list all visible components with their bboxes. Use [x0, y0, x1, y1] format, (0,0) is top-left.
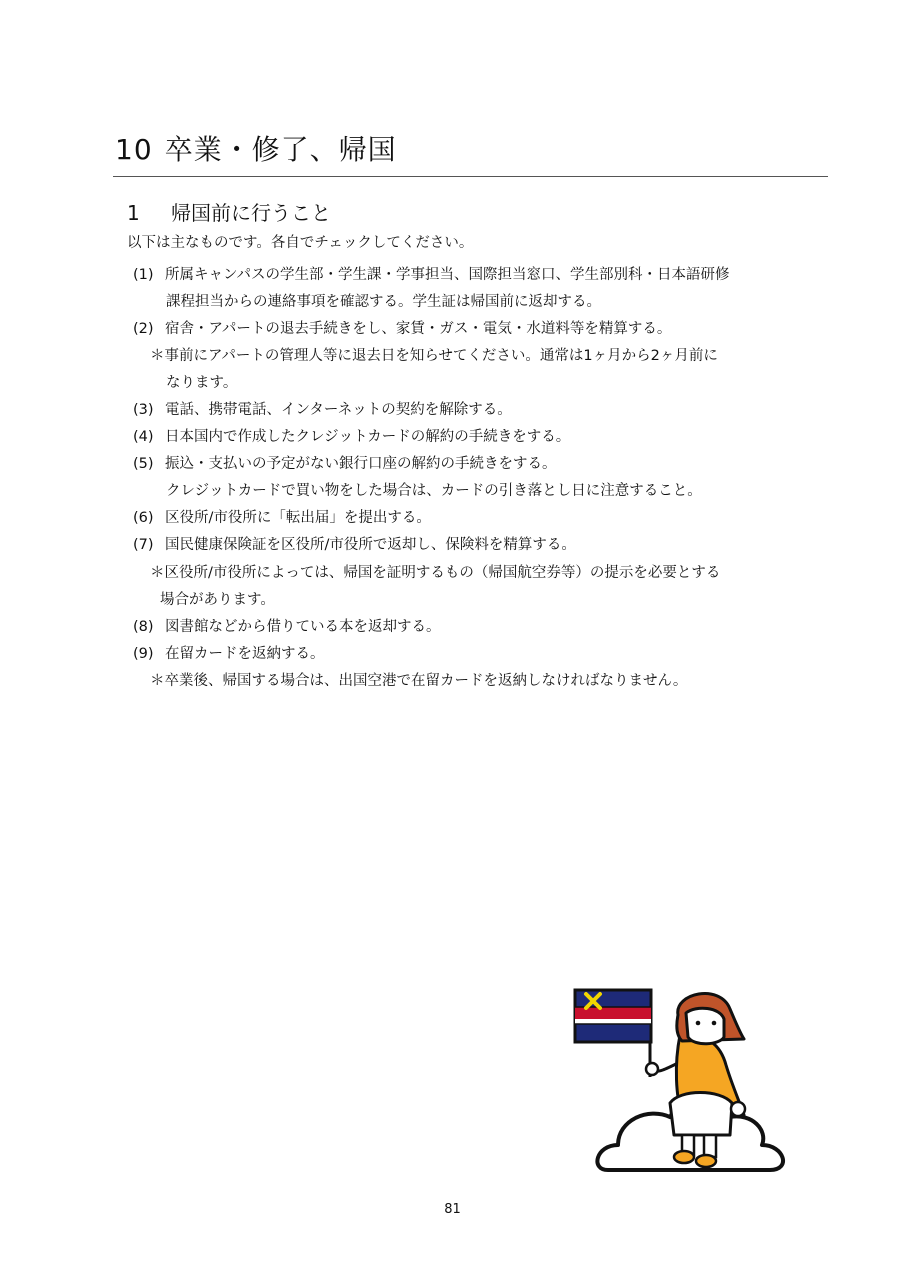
list-item-7 — [133, 533, 576, 557]
flag-icon — [575, 990, 651, 1042]
list-item-9 — [133, 642, 325, 666]
list-item-1 — [133, 263, 729, 287]
section-heading — [127, 198, 331, 228]
page-number: 81 — [444, 1202, 461, 1217]
item-number: (4) — [133, 429, 154, 445]
list-item-5 — [133, 452, 557, 476]
list-item-4 — [133, 425, 570, 449]
face-shape — [686, 1008, 724, 1044]
item-text: 振込・支払いの予定がない銀行口座の解約の手続きをする。 — [165, 456, 557, 472]
chapter-title-text: 卒業・修了、帰国 — [164, 133, 397, 166]
title-underline — [113, 176, 828, 177]
item-number: (2) — [133, 321, 154, 337]
item-number: (5) — [133, 456, 154, 472]
item-2-note: ＊事前にアパートの管理人等に退去日を知らせてください。通常は1ヶ月から2ヶ月前に — [150, 348, 718, 364]
section-title: 帰国前に行うこと — [171, 201, 331, 225]
chapter-number: 10 — [115, 133, 153, 166]
item-2-note-continuation: なります。 — [166, 375, 238, 391]
item-number: (3) — [133, 402, 154, 418]
intro-text: 以下は主なものです。各自でチェックしてください。 — [127, 235, 474, 251]
item-text: 宿舎・アパートの退去手続きをし、家賃・ガス・電気・水道料等を精算する。 — [165, 321, 672, 337]
item-text: 電話、携帯電話、インターネットの契約を解除する。 — [165, 402, 512, 418]
item-text: 日本国内で作成したクレジットカードの解約の手続きをする。 — [165, 429, 571, 445]
list-item-3 — [133, 398, 512, 422]
item-number: (7) — [133, 537, 154, 553]
chapter-title — [115, 130, 397, 170]
item-text: 所属キャンパスの学生部・学生課・学事担当、国際担当窓口、学生部別科・日本語研修 — [165, 267, 730, 283]
item-1-continuation: 課程担当からの連絡事項を確認する。学生証は帰国前に返却する。 — [166, 294, 601, 310]
item-9-note: ＊卒業後、帰国する場合は、出国空港で在留カードを返納しなければなりません。 — [150, 673, 688, 689]
item-number: (8) — [133, 619, 154, 635]
item-number: (1) — [133, 267, 154, 283]
section-number: 1 — [127, 201, 140, 225]
item-number: (6) — [133, 510, 154, 526]
person-with-flag-illustration — [570, 985, 800, 1180]
item-text: 図書館などから借りている本を返却する。 — [165, 619, 441, 635]
list-item-6 — [133, 506, 431, 530]
item-number: (9) — [133, 646, 154, 662]
item-5-continuation: クレジットカードで買い物をした場合は、カードの引き落とし日に注意すること。 — [166, 483, 702, 499]
list-item-8 — [133, 615, 441, 639]
item-text: 国民健康保険証を区役所/市役所で返却し、保険料を精算する。 — [165, 537, 576, 553]
list-item-2 — [133, 317, 671, 341]
item-7-note: ＊区役所/市役所によっては、帰国を証明するもの（帰国航空券等）の提示を必要とする — [150, 565, 721, 581]
item-text: 在留カードを返納する。 — [165, 646, 325, 662]
item-7-note-continuation: 場合があります。 — [160, 592, 275, 608]
item-text: 区役所/市役所に「転出届」を提出する。 — [165, 510, 431, 526]
